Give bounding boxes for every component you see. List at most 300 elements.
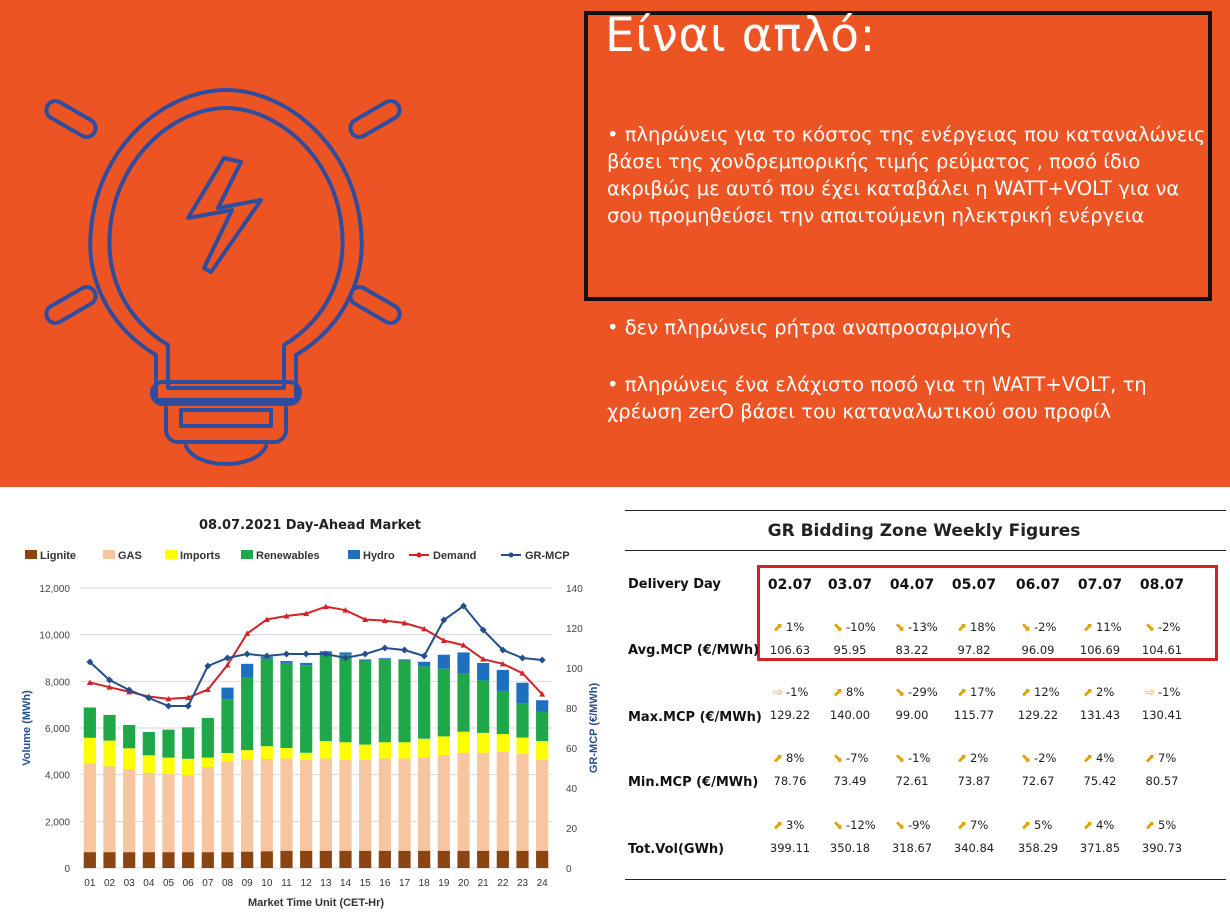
bar-imports-18 [418, 739, 430, 758]
change-1-3 [956, 685, 996, 699]
x-tick-label: 03 [123, 878, 135, 889]
bar-gas-24 [536, 760, 548, 851]
lightbulb-bolt-icon [36, 70, 416, 490]
bar-lignite-23 [516, 851, 528, 868]
change-3-3 [956, 818, 988, 832]
bar-lignite-07 [202, 852, 214, 868]
bar-lignite-05 [162, 852, 174, 868]
top-rule [625, 510, 1226, 511]
bar-renewables-19 [438, 669, 450, 737]
bar-imports-22 [497, 734, 509, 752]
x-tick-label: 01 [84, 878, 96, 889]
change-percent: -29% [908, 685, 938, 699]
change-2-2 [894, 751, 930, 765]
bar-gas-03 [123, 769, 135, 852]
trend-flat-icon: ⇨ [772, 685, 784, 699]
bar-lignite-12 [300, 851, 312, 868]
legend-label-renewables: Renewables [256, 550, 320, 562]
bar-lignite-22 [497, 851, 509, 868]
bar-lignite-15 [359, 851, 371, 868]
bar-gas-09 [241, 760, 253, 852]
value-1-0: 129.22 [769, 708, 811, 722]
x-tick-label: 24 [536, 878, 548, 889]
trend-down-icon: ⬊ [832, 751, 844, 765]
bar-renewables-16 [379, 659, 391, 742]
change-percent: -9% [908, 818, 931, 832]
row-label-1: Max.MCP (€/MWh) [628, 710, 762, 725]
change-1-0 [772, 685, 808, 699]
bar-gas-12 [300, 760, 312, 851]
bar-gas-18 [418, 757, 430, 850]
x-tick-label: 22 [497, 878, 509, 889]
bar-renewables-08 [221, 699, 233, 753]
y2-tick-label: 140 [566, 584, 583, 595]
bar-imports-07 [202, 758, 214, 767]
change-percent: 18% [970, 620, 996, 634]
bar-lignite-13 [320, 851, 332, 868]
bar-gas-01 [84, 763, 96, 852]
change-percent: -2% [1034, 751, 1057, 765]
bar-gas-16 [379, 759, 391, 851]
x-tick-label: 18 [418, 878, 430, 889]
bar-gas-02 [103, 766, 115, 852]
y2-tick-label: 80 [566, 704, 578, 715]
trend-down-icon: ⬊ [832, 620, 844, 634]
change-percent: -2% [1034, 620, 1057, 634]
x-tick-label: 10 [261, 878, 273, 889]
bar-renewables-21 [477, 680, 489, 733]
change-percent: 1% [786, 620, 805, 634]
trend-up-icon: ⬈ [1144, 751, 1156, 765]
bar-renewables-23 [516, 704, 528, 738]
trend-down-icon: ⬊ [1144, 620, 1156, 634]
point-mcp-07 [204, 663, 211, 670]
bar-gas-17 [398, 759, 410, 851]
bullet-no-adjustment-clause: • δεν πληρώνεις ρήτρα αναπροσαρμογής [607, 316, 1013, 339]
bar-renewables-01 [84, 707, 96, 737]
change-percent: -10% [846, 620, 876, 634]
line-gr-mcp [90, 606, 542, 706]
change-percent: -2% [1158, 620, 1181, 634]
bar-gas-04 [143, 773, 155, 852]
change-0-3 [956, 620, 996, 634]
x-tick-label: 20 [457, 878, 470, 889]
value-1-4: 129.22 [1017, 708, 1059, 722]
x-tick-label: 21 [477, 878, 489, 889]
value-3-3: 340.84 [953, 841, 995, 855]
trend-up-icon: ⬈ [956, 620, 968, 634]
trend-up-icon: ⬈ [832, 685, 844, 699]
bar-renewables-14 [339, 655, 351, 743]
trend-flat-icon: ⇨ [1144, 685, 1156, 699]
x-tick-label: 04 [143, 878, 155, 889]
bar-gas-15 [359, 760, 371, 851]
change-3-4 [1020, 818, 1052, 832]
trend-up-icon: ⬈ [1020, 818, 1032, 832]
bar-lignite-08 [221, 852, 233, 868]
point-mcp-12 [303, 651, 310, 658]
legend-label-imports: Imports [180, 550, 221, 562]
trend-up-icon: ⬈ [1082, 620, 1094, 634]
value-0-4: 96.09 [1021, 643, 1055, 657]
legend-swatch-gas [103, 550, 115, 559]
change-percent: 12% [1034, 685, 1060, 699]
bar-gas-05 [162, 774, 174, 852]
bar-renewables-11 [280, 663, 292, 748]
bar-lignite-16 [379, 851, 391, 868]
bar-renewables-13 [320, 654, 332, 742]
change-percent: 7% [1158, 751, 1177, 765]
x-tick-label: 15 [359, 878, 371, 889]
bar-gas-14 [339, 760, 351, 851]
bar-renewables-17 [398, 661, 410, 743]
value-2-3: 73.87 [957, 774, 991, 788]
legend-swatch-lignite [25, 550, 37, 559]
bar-hydro-18 [418, 662, 430, 667]
bar-lignite-11 [280, 851, 292, 868]
legend-label-gr-mcp: GR-MCP [525, 550, 570, 562]
y2-tick-label: 120 [566, 624, 583, 635]
bar-lignite-19 [438, 851, 450, 868]
x-tick-label: 05 [162, 878, 175, 889]
bar-renewables-04 [143, 732, 155, 755]
y2-tick-label: 0 [566, 864, 572, 875]
x-tick-label: 14 [339, 878, 352, 889]
value-3-5: 371.85 [1079, 841, 1121, 855]
value-1-2: 99.00 [895, 708, 929, 722]
change-percent: 8% [786, 751, 805, 765]
legend-label-gas: GAS [118, 550, 142, 562]
change-0-6 [1144, 620, 1180, 634]
bar-lignite-21 [477, 851, 489, 868]
legend-swatch-renewables [241, 550, 253, 559]
x-tick-label: 07 [202, 878, 214, 889]
bar-hydro-24 [536, 700, 548, 712]
bar-renewables-05 [162, 730, 174, 758]
point-mcp-23 [519, 655, 526, 662]
x-axis-label: Market Time Unit (CET-Hr) [247, 897, 385, 909]
bullet-wholesale-price: • πληρώνεις για το κόστος της ενέργειας που καταναλώνεις βάσει της χονδρεμπορικής τιμής ρεύματος , ποσό ίδιο ακριβώς με αυτό που έχει καταβάλει η WATT+VOLT για να σου προμηθεύσει την απαιτούμενη ηλεκτρική ενέργεια [607, 123, 1206, 227]
bar-imports-14 [339, 742, 351, 760]
change-1-4 [1020, 685, 1060, 699]
bar-renewables-03 [123, 725, 135, 748]
change-percent: 2% [970, 751, 989, 765]
change-percent: -13% [908, 620, 938, 634]
point-mcp-09 [244, 651, 251, 658]
point-mcp-16 [381, 645, 388, 652]
value-2-5: 75.42 [1083, 774, 1117, 788]
weekly-title: GR Bidding Zone Weekly Figures [767, 521, 1081, 541]
bar-renewables-20 [457, 673, 469, 731]
value-0-5: 106.69 [1079, 643, 1121, 657]
y-tick-label: 4,000 [44, 770, 70, 782]
legend-label-demand: Demand [433, 550, 477, 562]
change-0-4 [1020, 620, 1056, 634]
delivery-day-05.07: 05.07 [951, 577, 997, 593]
bar-imports-06 [182, 759, 194, 775]
change-percent: 4% [1096, 818, 1115, 832]
trend-up-icon: ⬈ [1020, 685, 1032, 699]
bar-gas-10 [261, 759, 273, 851]
delivery-day-06.07: 06.07 [1015, 577, 1061, 593]
bar-hydro-09 [241, 664, 253, 678]
legend-label-hydro: Hydro [363, 550, 395, 562]
bar-lignite-03 [123, 852, 135, 868]
bar-imports-24 [536, 741, 548, 760]
bar-lignite-01 [84, 852, 96, 868]
bar-imports-01 [84, 738, 96, 764]
bar-imports-12 [300, 753, 312, 760]
trend-down-icon: ⬊ [894, 751, 906, 765]
change-2-0 [772, 751, 804, 765]
bar-imports-08 [221, 753, 233, 761]
change-2-4 [1020, 751, 1056, 765]
bar-lignite-18 [418, 851, 430, 868]
bar-hydro-16 [379, 658, 391, 659]
change-3-6 [1144, 818, 1176, 832]
change-percent: 17% [970, 685, 996, 699]
bar-hydro-17 [398, 659, 410, 660]
y-tick-label: 2,000 [44, 817, 70, 829]
bar-renewables-15 [359, 661, 371, 745]
bar-hydro-19 [438, 655, 450, 669]
change-percent: -7% [846, 751, 869, 765]
bar-lignite-06 [182, 852, 194, 868]
value-2-0: 78.76 [773, 774, 807, 788]
banner-title: Είναι απλό: [605, 8, 876, 63]
bar-renewables-09 [241, 678, 253, 750]
change-3-1 [832, 818, 876, 832]
change-0-2 [894, 620, 938, 634]
bar-imports-21 [477, 733, 489, 753]
trend-up-icon: ⬈ [1144, 818, 1156, 832]
change-percent: 5% [1034, 818, 1053, 832]
bar-imports-23 [516, 738, 528, 754]
bar-gas-22 [497, 752, 509, 851]
legend-marker-demand [417, 553, 422, 558]
bar-gas-07 [202, 767, 214, 852]
x-tick-label: 02 [103, 878, 116, 889]
value-1-5: 131.43 [1079, 708, 1121, 722]
change-3-0 [772, 818, 804, 832]
trend-down-icon: ⬊ [1020, 751, 1032, 765]
legend-label-lignite: Lignite [40, 550, 77, 562]
legend-marker-gr-mcp [509, 553, 514, 558]
bar-renewables-24 [536, 712, 548, 741]
row-label-0: Avg.MCP (€/MWh) [628, 643, 760, 658]
trend-up-icon: ⬈ [1082, 751, 1094, 765]
change-percent: 5% [1158, 818, 1177, 832]
bar-hydro-21 [477, 663, 489, 681]
bar-imports-03 [123, 748, 135, 769]
bar-gas-11 [280, 759, 292, 851]
day-ahead-market-chart [0, 500, 612, 912]
bar-lignite-17 [398, 851, 410, 868]
y-tick-label: 12,000 [39, 584, 70, 595]
x-tick-label: 08 [221, 878, 234, 889]
value-3-1: 350.18 [829, 841, 871, 855]
bar-gas-20 [457, 753, 469, 851]
y-tick-label: 10,000 [39, 630, 70, 642]
change-3-5 [1082, 818, 1114, 832]
bar-imports-13 [320, 741, 332, 759]
bar-gas-06 [182, 775, 194, 852]
point-mcp-17 [401, 647, 408, 654]
bar-gas-21 [477, 753, 489, 851]
change-1-6 [1144, 685, 1180, 699]
value-0-3: 97.82 [957, 643, 991, 657]
change-3-2 [894, 818, 930, 832]
bar-hydro-12 [300, 663, 312, 665]
trend-up-icon: ⬈ [772, 620, 784, 634]
bar-renewables-12 [300, 665, 312, 753]
bar-lignite-24 [536, 851, 548, 868]
change-2-3 [956, 751, 988, 765]
change-1-5 [1082, 685, 1114, 699]
change-2-6 [1144, 751, 1176, 765]
x-tick-label: 06 [182, 878, 194, 889]
value-0-6: 104.61 [1141, 643, 1183, 657]
y2-tick-label: 100 [566, 664, 583, 675]
value-2-2: 72.61 [895, 774, 929, 788]
y2-tick-label: 20 [566, 824, 578, 835]
trend-down-icon: ⬊ [832, 818, 844, 832]
value-3-6: 390.73 [1141, 841, 1183, 855]
change-percent: 11% [1096, 620, 1122, 634]
bar-imports-16 [379, 742, 391, 758]
trend-up-icon: ⬈ [772, 818, 784, 832]
bar-renewables-10 [261, 659, 273, 747]
chart-title: 08.07.2021 Day-Ahead Market [199, 518, 421, 533]
bar-lignite-10 [261, 851, 273, 868]
row-label-3: Tot.Vol(GWh) [628, 842, 725, 857]
trend-up-icon: ⬈ [956, 751, 968, 765]
value-0-2: 83.22 [895, 643, 929, 657]
trend-up-icon: ⬈ [772, 751, 784, 765]
bar-gas-23 [516, 754, 528, 851]
bottom-rule [625, 879, 1226, 880]
value-3-0: 399.11 [769, 841, 811, 855]
bar-lignite-20 [457, 851, 469, 868]
change-percent: -1% [1158, 685, 1181, 699]
bar-imports-11 [280, 748, 292, 759]
bar-imports-20 [457, 732, 469, 753]
bar-imports-05 [162, 758, 174, 774]
y-tick-label: 0 [64, 864, 70, 875]
legend-swatch-imports [165, 550, 177, 559]
bar-renewables-07 [202, 718, 214, 758]
change-0-1 [832, 620, 876, 634]
row-label-2: Min.MCP (€/MWh) [628, 775, 759, 790]
delivery-day-07.07: 07.07 [1077, 577, 1123, 593]
value-0-1: 95.95 [833, 643, 867, 657]
delivery-day-08.07: 08.07 [1139, 577, 1185, 593]
bar-lignite-04 [143, 852, 155, 868]
change-percent: 2% [1096, 685, 1115, 699]
change-percent: -1% [786, 685, 809, 699]
weekly-figures-panel [622, 500, 1226, 890]
delivery-day-02.07: 02.07 [767, 577, 813, 593]
trend-up-icon: ⬈ [1082, 818, 1094, 832]
bar-lignite-02 [103, 852, 115, 868]
point-mcp-06 [185, 703, 192, 710]
bar-renewables-22 [497, 691, 509, 734]
change-0-0 [772, 620, 804, 634]
value-2-6: 80.57 [1145, 774, 1179, 788]
y2-tick-label: 40 [566, 784, 578, 795]
bar-hydro-23 [516, 683, 528, 704]
trend-down-icon: ⬊ [1020, 620, 1032, 634]
point-mcp-05 [165, 703, 172, 710]
change-1-1 [832, 685, 864, 699]
trend-down-icon: ⬊ [894, 818, 906, 832]
bar-hydro-20 [457, 652, 469, 673]
value-3-2: 318.67 [891, 841, 933, 855]
trend-up-icon: ⬈ [956, 685, 968, 699]
change-percent: -12% [846, 818, 876, 832]
change-0-5 [1082, 620, 1122, 634]
change-1-2 [894, 685, 938, 699]
bar-gas-19 [438, 755, 450, 851]
value-0-0: 106.63 [769, 643, 811, 657]
bar-imports-19 [438, 736, 450, 755]
change-percent: 3% [786, 818, 805, 832]
bar-gas-08 [221, 761, 233, 852]
value-1-1: 140.00 [829, 708, 871, 722]
value-2-4: 72.67 [1021, 774, 1055, 788]
bar-renewables-02 [103, 715, 115, 741]
legend-swatch-hydro [348, 550, 360, 559]
change-2-5 [1082, 751, 1114, 765]
value-3-4: 358.29 [1017, 841, 1059, 855]
x-tick-label: 17 [398, 878, 411, 889]
bar-gas-13 [320, 759, 332, 851]
bar-hydro-15 [359, 659, 371, 660]
bar-lignite-09 [241, 852, 253, 868]
bar-hydro-14 [339, 652, 351, 654]
x-tick-label: 23 [516, 878, 529, 889]
x-tick-label: 09 [241, 878, 253, 889]
y-tick-label: 6,000 [44, 724, 70, 735]
trend-up-icon: ⬈ [956, 818, 968, 832]
value-1-3: 115.77 [953, 708, 995, 722]
bar-imports-04 [143, 755, 155, 773]
value-2-1: 73.49 [833, 774, 867, 788]
bar-imports-17 [398, 742, 410, 758]
bar-hydro-08 [221, 688, 233, 700]
bar-imports-15 [359, 745, 371, 760]
trend-up-icon: ⬈ [1082, 685, 1094, 699]
bar-imports-09 [241, 750, 253, 759]
y2-tick-label: 60 [566, 744, 578, 755]
bar-imports-02 [103, 741, 115, 767]
bar-hydro-22 [497, 670, 509, 691]
trend-down-icon: ⬊ [894, 685, 906, 699]
change-percent: 8% [846, 685, 865, 699]
bar-hydro-11 [280, 661, 292, 663]
bullet-zero-charge: • πληρώνεις ένα ελάχιστο ποσό για τη WATT+VOLT, τη χρέωση zerO βάσει του καταναλωτικού σου προφίλ [607, 373, 1147, 423]
x-tick-label: 19 [438, 878, 450, 889]
title-rule [625, 550, 1226, 551]
bar-lignite-14 [339, 851, 351, 868]
change-2-1 [832, 751, 868, 765]
bar-renewables-18 [418, 666, 430, 738]
y2-axis-label: GR-MCP (€/MWh) [588, 682, 600, 774]
delivery-day-04.07: 04.07 [889, 577, 935, 593]
bar-imports-10 [261, 746, 273, 759]
trend-down-icon: ⬊ [894, 620, 906, 634]
change-percent: 7% [970, 818, 989, 832]
